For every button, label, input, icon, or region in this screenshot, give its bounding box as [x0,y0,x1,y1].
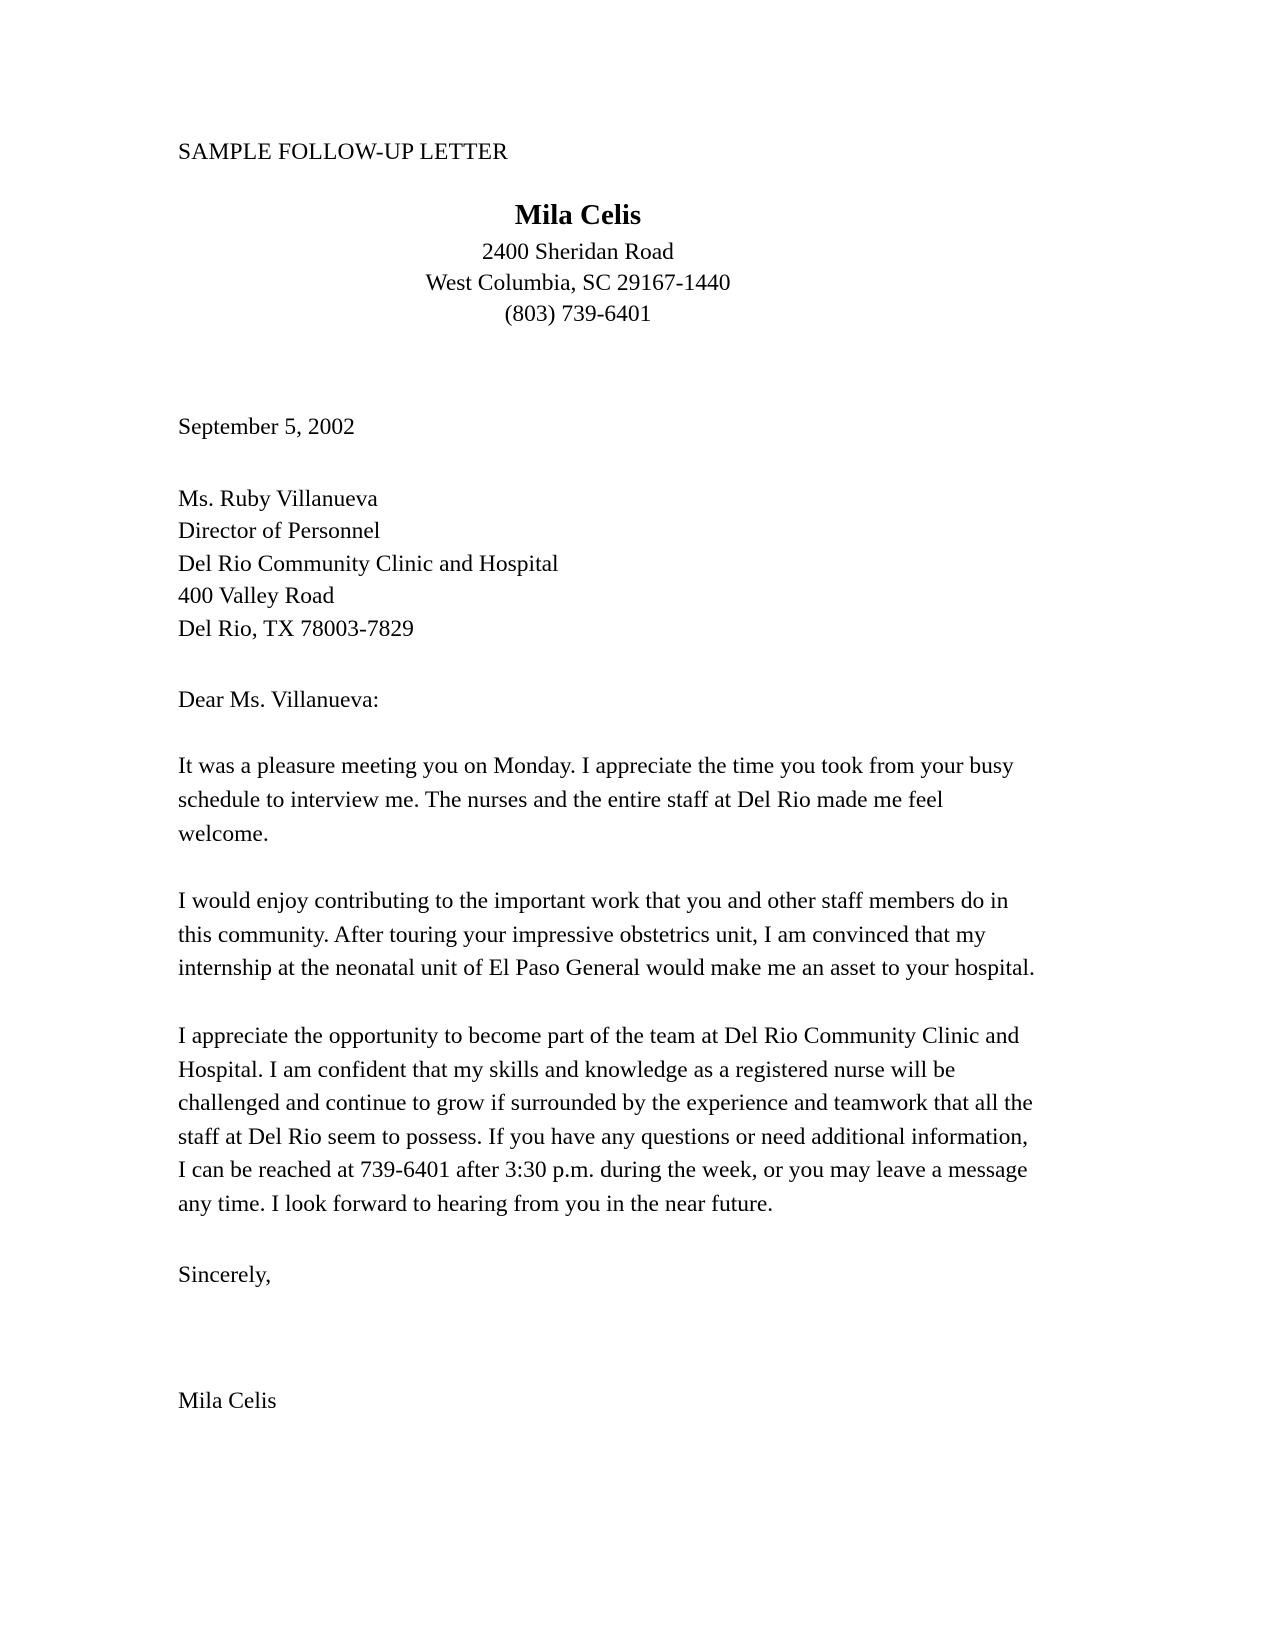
letterhead-street: 2400 Sheridan Road [482,239,674,266]
recipient-line-2: Director of Personnel [178,518,381,545]
letter-body [178,138,1038,1417]
recipient-line-1: Ms. Ruby Villanueva [178,485,378,512]
body-paragraph-1: It was a pleasure meeting you on Monday. I appreciate the time you took from your busy schedule to interview me. The nurses and the entire staff at Del Rio made me feel welcome. [178,753,1014,847]
letterhead-phone: (803) 739-6401 [504,301,652,328]
page-title: SAMPLE FOLLOW-UP LETTER [178,139,509,165]
body-paragraph-2: I would enjoy contributing to the important work that you and other staff members do in this community. After touring your impressive obstetrics unit, I am convinced that my internship at the neonatal unit of El Paso General would make me an asset to your hospital. [178,888,1035,982]
recipient-line-4: 400 Valley Road [178,583,335,610]
letterhead-name: Mila Celis [514,199,642,232]
closing: Sincerely, [178,1262,272,1289]
signature-name: Mila Celis [178,1387,277,1414]
letter-date: September 5, 2002 [178,414,355,441]
letterhead [178,197,1038,330]
letterhead-city-state-zip: West Columbia, SC 29167-1440 [425,270,731,297]
recipient-line-3: Del Rio Community Clinic and Hospital [178,550,559,577]
body-paragraph-3: I appreciate the opportunity to become part of the team at Del Rio Community Clinic and Hospital. I am confident that my skills and knowledge as a registered nurse will be challenged and continue to grow if surrounded by the experience and teamwork that all the staff at Del Rio seem to possess. If you have any questions or need additional information, I can be reached at 739-6401 after 3:30 p.m. during the week, or you may leave a message any time. I look forward to hearing from you in the near future. [178,1022,1033,1217]
recipient-line-5: Del Rio, TX 78003-7829 [178,615,414,642]
salutation: Dear Ms. Villanueva: [178,686,380,713]
recipient-address [178,483,1038,645]
